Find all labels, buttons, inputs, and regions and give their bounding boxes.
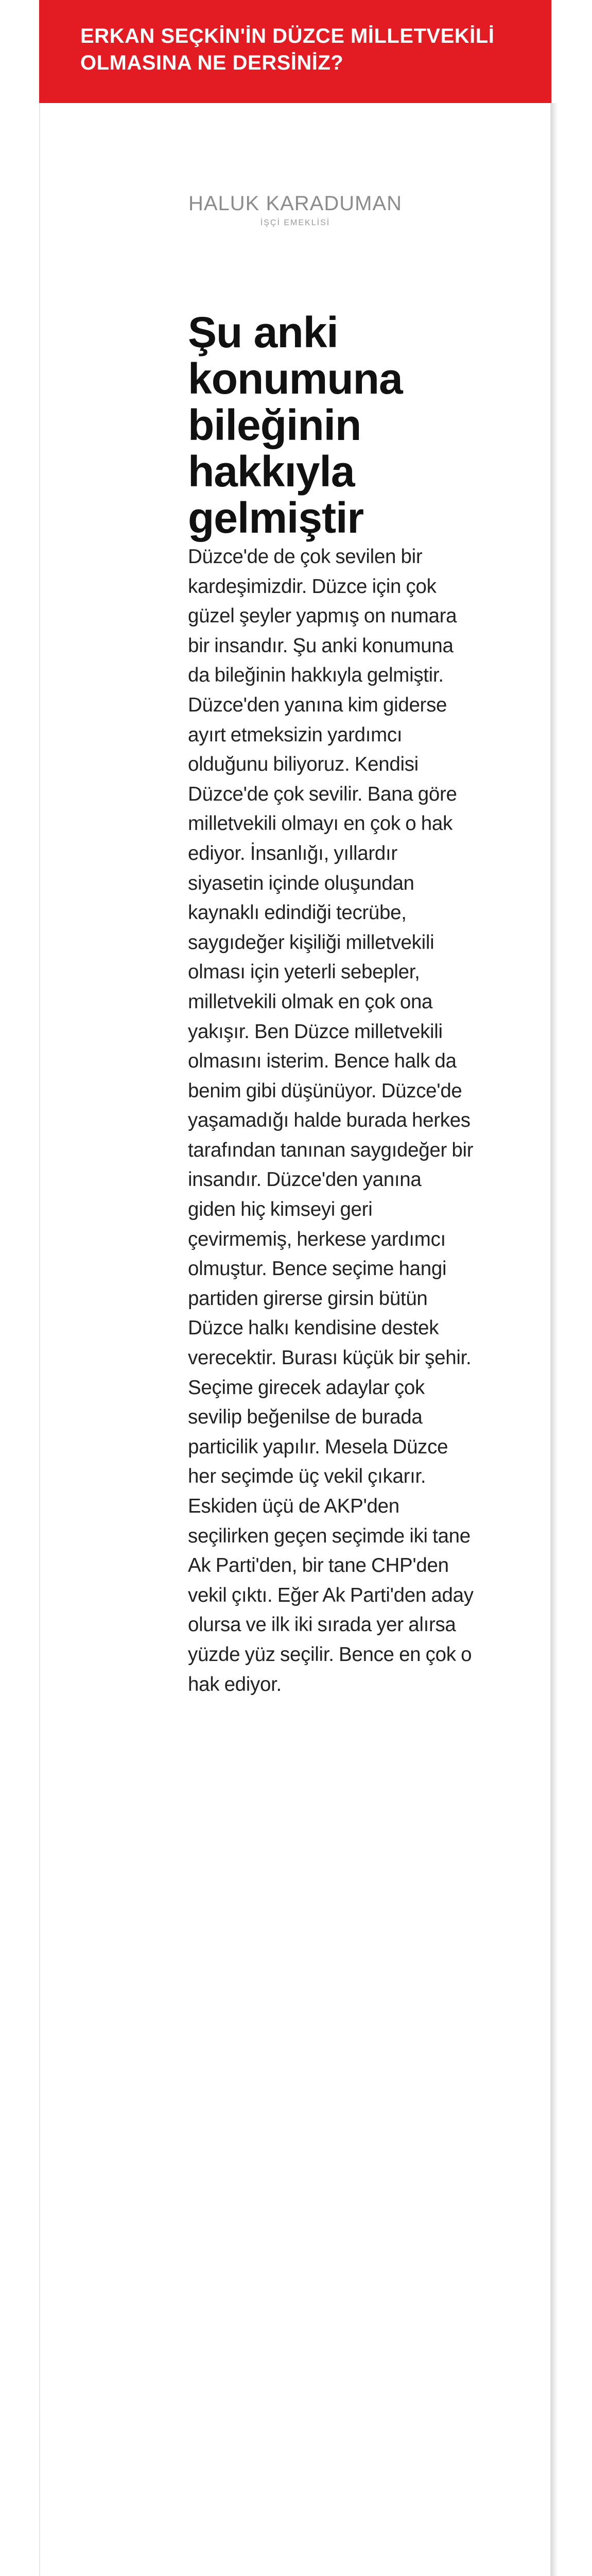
header-banner bbox=[39, 0, 551, 103]
author-role: İŞÇİ EMEKLİSİ bbox=[260, 218, 330, 227]
author-name: HALUK KARADUMAN bbox=[188, 192, 403, 215]
article-body: Düzce'de de çok sevilen bir kardeşimizdir. Düzce için çok güzel şeyler yapmış on numara bir insandır. Şu anki konumuna da bileğinin hakkıyla gelmiştir. Düzce'den yanına kim giderse ayırt etmeksizin yardımcı olduğunu biliyoruz. Kendisi Düzce'de çok sevilir. Bana göre milletvekili olmayı en çok o hak ediyor. İnsanlığı, yıllardır siyasetin içinde oluşundan kaynaklı edindiği tecrübe, saygıdeğer kişiliği milletvekili olması için yeterli sebepler, milletvekili olmak en çok ona yakışır. Ben Düzce milletvekili olmasını isterim. Bence halk da benim gibi düşünüyor. Düzce'de yaşamadığı halde burada herkes tarafından tanınan saygıdeğer bir insandır. Düzce'den yanına giden hiç kimseyi geri çevirmemiş, herkese yardımcı olmuştur. Bence seçime hangi partiden girerse girsin bütün Düzce halkı kendisine destek verecektir. Burası küçük bir şehir. Seçime girecek adaylar çok sevilip beğenilse de burada particilik yapılır. Mesela Düzce her seçimde üç vekil çıkarır. Eskiden üçü de AKP'den seçilirken geçen seçimde iki tane Ak Parti'den, bir tane CHP'den vekil çıktı. Eğer Ak Parti'den aday olursa ve ilk iki sırada yer alırsa yüzde yüz seçilir. Bence en çok o hak ediyor. bbox=[188, 546, 474, 1696]
card-shadow bbox=[551, 103, 558, 2576]
article-headline: Şu anki konumuna bileğinin hakkıyla gelmiştir bbox=[188, 308, 403, 542]
author-block bbox=[39, 191, 551, 228]
banner-title-line-2: OLMASINA NE DERSİNİZ? bbox=[80, 52, 344, 74]
banner-title-line-1: ERKAN SEÇKİN'İN DÜZCE MİLLETVEKİLİ bbox=[80, 25, 495, 47]
